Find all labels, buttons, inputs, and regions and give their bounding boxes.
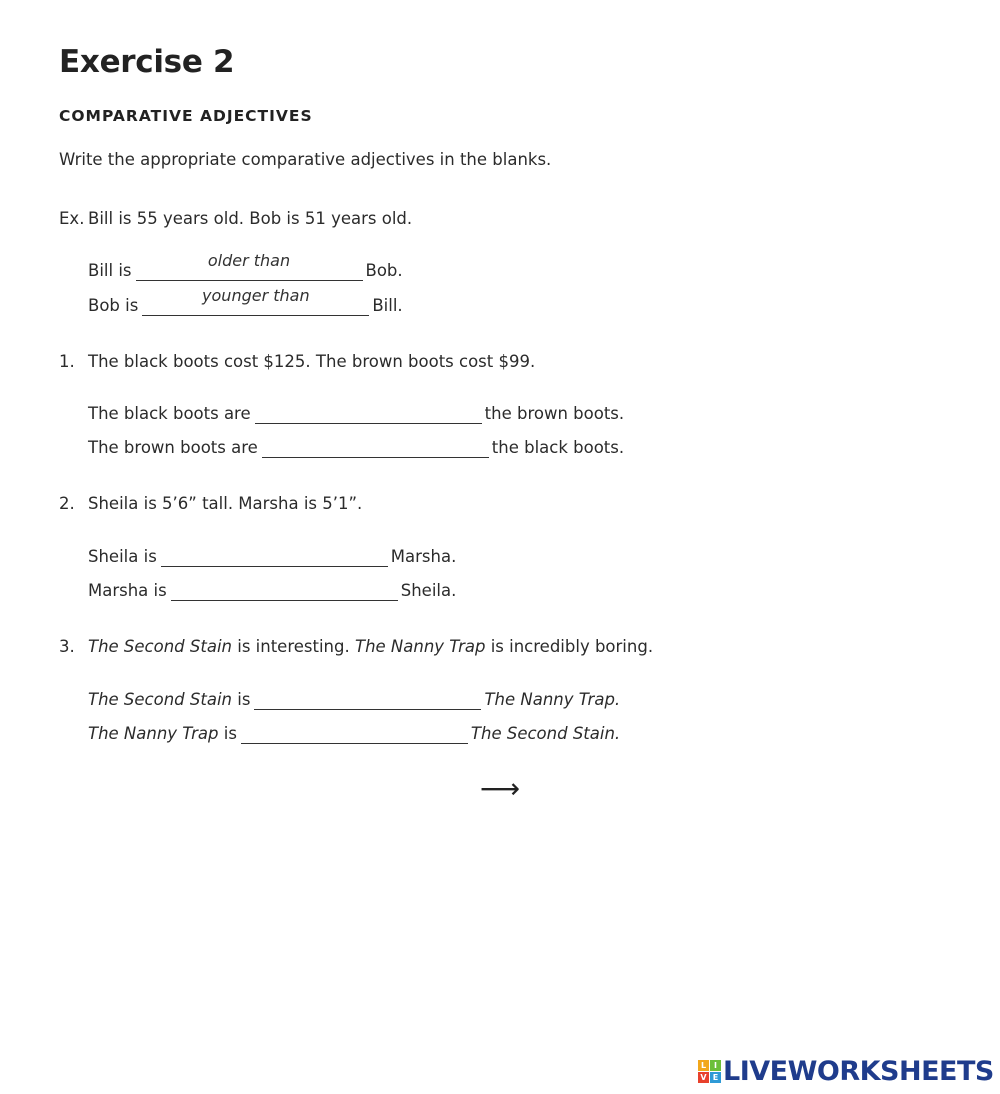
liveworksheets-logo	[698, 1056, 994, 1087]
logo-block: E	[710, 1072, 721, 1083]
logo-block: L	[698, 1060, 709, 1071]
line-text-before: Bob is	[88, 296, 139, 315]
question-3-line-1	[88, 689, 620, 710]
book-title: The Nanny Trap	[88, 724, 219, 743]
logo-text: LIVEWORKSHEETS	[723, 1056, 994, 1087]
logo-blocks-icon	[698, 1060, 721, 1083]
example-prompt: Bill is 55 years old. Bob is 51 years old.	[88, 209, 413, 228]
example-line-2	[88, 286, 403, 316]
line-text-before: The black boots are	[88, 404, 251, 423]
answer-blank[interactable]	[142, 286, 369, 316]
line-text-before: is	[232, 690, 251, 709]
answer-blank[interactable]	[254, 689, 481, 710]
question-2-line-1	[88, 546, 456, 567]
line-text-after: The Second Stain.	[470, 724, 621, 743]
next-arrow-icon[interactable]: ⟶	[480, 772, 521, 805]
line-text-after: the black boots.	[491, 438, 625, 457]
prompt-text: is incredibly boring.	[485, 637, 654, 656]
question-number: 2.	[59, 494, 75, 513]
line-text-before: Sheila is	[88, 547, 157, 566]
example-line-1	[88, 251, 403, 281]
book-title: The Second Stain	[88, 637, 232, 656]
example-label: Ex.	[59, 209, 85, 228]
question-number: 3.	[59, 637, 75, 656]
section-subtitle: COMPARATIVE ADJECTIVES	[59, 107, 313, 125]
book-title: The Nanny Trap	[354, 637, 486, 656]
answer-text: younger than	[202, 286, 310, 305]
answer-blank[interactable]	[241, 723, 468, 744]
answer-blank[interactable]	[255, 403, 482, 424]
question-2-line-2	[88, 580, 456, 601]
question-3-prompt	[88, 637, 653, 656]
line-text-before: The brown boots are	[88, 438, 258, 457]
answer-blank[interactable]	[171, 580, 398, 601]
logo-block: I	[710, 1060, 721, 1071]
answer-text: older than	[207, 251, 291, 270]
line-text-after: Bill.	[372, 296, 403, 315]
question-number: 1.	[59, 352, 75, 371]
question-1-line-1	[88, 403, 624, 424]
line-text-after: Sheila.	[400, 581, 457, 600]
answer-blank[interactable]	[262, 437, 489, 458]
line-text-after: the brown boots.	[484, 404, 625, 423]
page-title: Exercise 2	[59, 44, 235, 80]
logo-block: V	[698, 1072, 709, 1083]
line-text-before: Bill is	[88, 261, 132, 280]
line-text-after: The Nanny Trap.	[484, 690, 621, 709]
answer-blank[interactable]	[161, 546, 388, 567]
question-1-line-2	[88, 437, 624, 458]
book-title: The Second Stain	[88, 690, 232, 709]
answer-blank[interactable]	[136, 251, 363, 281]
question-3-line-2	[88, 723, 620, 744]
instructions: Write the appropriate comparative adjectives in the blanks.	[59, 150, 552, 169]
question-2-prompt: Sheila is 5’6” tall. Marsha is 5’1”.	[88, 494, 363, 513]
line-text-before: Marsha is	[88, 581, 167, 600]
line-text-after: Marsha.	[390, 547, 457, 566]
question-1-prompt: The black boots cost $125. The brown boots cost $99.	[88, 352, 536, 371]
prompt-text: is interesting.	[232, 637, 355, 656]
line-text-before: is	[218, 724, 237, 743]
line-text-after: Bob.	[365, 261, 403, 280]
